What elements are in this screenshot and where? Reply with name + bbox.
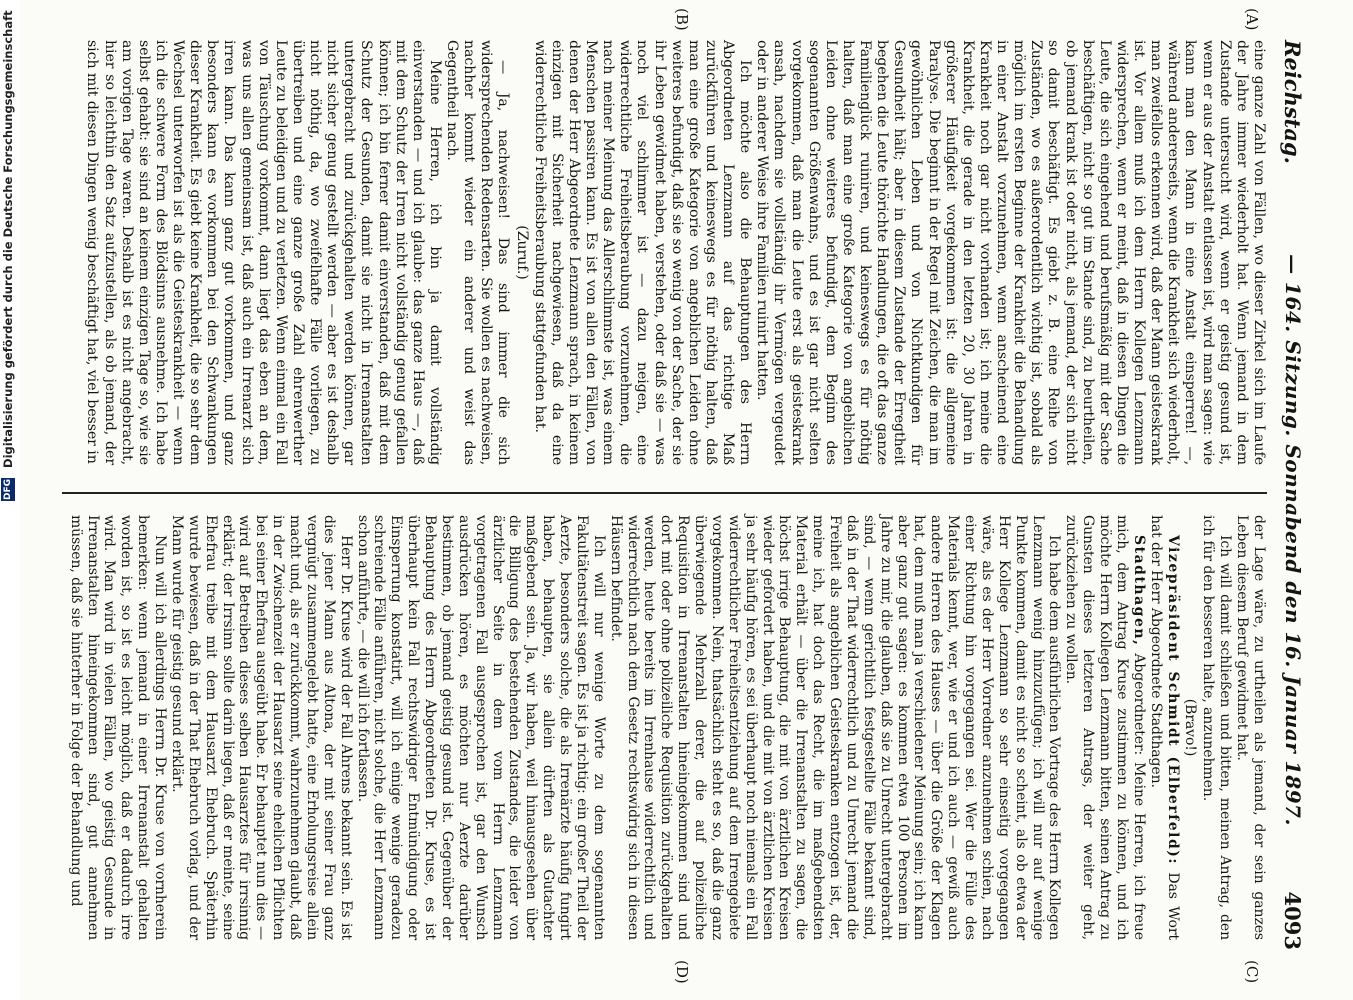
dfg-logo: DFG	[3, 478, 13, 500]
header-session-date: — 164. Sitzung. Sonnabend den 16. Januar 1897.	[1281, 254, 1305, 826]
body-paragraph: — Ja, nachweisen! Das sind immer die sich widersprechenden Redensarten. Sie wollen es nachweisen, nachher kommt wieder ein anderer und weist das Gegentheil nach.	[444, 40, 512, 465]
right-text-column	[67, 515, 1267, 940]
body-paragraph: Ich will damit schließen und bitten, meinen Antrag, den ich für den besseren halte, anzunehmen.	[1200, 515, 1234, 940]
margin-marker-b: (B)	[673, 8, 691, 31]
body-paragraph: Nun will ich allerdings Herrn Dr. Kruse von vornherein bemerken: wenn jemand in einer Irrenanstalt gehalten worden ist, so ist es leicht möglich, daß er dadurch irre wird. Man wird in vielen Fällen, wo geistig Gesunde in Irrenanstalten hineingekommen sind, gut annehmen müssen, daß sie hinterher in Folge der Behandlung und	[67, 515, 169, 940]
funding-text: Digitalisierung gefördert durch die Deutsche Forschungsgemeinschaft	[1, 10, 15, 468]
body-paragraph: eine ganze Zahl von Fällen, wo dieser Zirkel sich im Laufe der Jahre immer wiederholt hat. Wenn jemand in dem Zustande untersucht wird, wenn er geistig gesund ist, wenn er aus der Anstalt entlassen ist, wird man sagen: wie kann man den Mann in eine Anstalt einsperren! —, während andererseits, wenn die Krankheit sich wiederholt, man zweifellos erkennen wird, daß der Mann geisteskrank ist. Vor allem muß ich dem Herrn Kollegen Lenzmann widersprechen, wenn er meint, daß in diesen Dingen die Leute, die sich eingehend und berufsmäßig mit der Sache beschäftigen, nicht so gut im Stande sind, zu beurtheilen, ob jemand krank ist oder nicht, als jemand, der sich nicht so damit beschäftigt. Es giebt z. B. eine Reihe von Zuständen, wo es außerordentlich wichtig ist, sobald als möglich im ersten Beginne der Krankheit die Behandlung in einer Anstalt vorzunehmen, wenn anscheinend eine Krankheit noch gar nicht vorhanden ist; ich meine die Krankheit, die gerade in den letzten 20, 30 Jahren in größerer Häufigkeit vorgekommen ist: die allgemeine Paralyse. Die beginnt in der Regel mit Zeichen, die man im gewöhnlichen Leben und von Nichtkundigen für Gesundheit hält; aber in diesem Zustande der Erregtheit begehen die Leute thörichte Handlungen, die oft das ganze Familienglück ruiniren, und keineswegs es für nöthig halten, daß man eine große Kategorie von angeblichen Leiden ohne weiteres befundigt, dem Beginn des sogenannten Größenwahns, und es ist gar nicht selten vorgekommen, daß man die Leute erst als geisteskrank ansah, nachdem sie vollständig ihr Vermögen vergeudet oder in anderer Weise ihre Familien ruinirt hatten.	[754, 40, 1267, 465]
speaker-name: Stadthagen,	[1130, 535, 1147, 647]
page-header	[1279, 40, 1311, 950]
speech-text: Abgeordneter: Meine Herren, ich freue mich, dem Antrag Kruse zustimmen zu können, und ich möchte Herrn Kollegen Lenzmann bitten, seinen Antrag zu Gunsten dieses letzteren Antrags, der weiter geht, zurückziehen zu wollen.	[1063, 515, 1147, 940]
speaker-paragraph	[1063, 515, 1147, 940]
interjection: (Bravo!)	[1182, 698, 1199, 757]
body-paragraph: Ich will nur wenige Worte zu dem sogenannten Fakultätenstreit sagen. Es ist ja richtig: ein großer Theil der Aerzte, besonders solche, die als Irrenärzte häufig fungirt haben, behaupten, sie allein dürften als Gutachter maßgebend sein. Ja, wir haben, weil hinausgesehen über die Billigung des bestehenden Zustandes, die leider von ärztlicher Seite in dem vom Herrn Lenzmann vorgetragenen Fall ausgesprochen ist, gar den Wunsch ausdrücken hören, es möchten nur Aerzte darüber bestimmen, ob jemand geistig gesund ist. Gegenüber der Behauptung des Herrn Abgeordneten Dr. Kruse, es ist überhaupt kein Fall rechtswidriger Entmündigung oder Einsperrung konstatirt, will ich einige wenige geradezu schreiende Fälle anführen, nicht solche, die Herr Lenzmann schon anführte, — die will ich fortlassen.	[354, 515, 607, 940]
column-divider	[62, 492, 1267, 494]
speaker-name: Vizepräsident Schmidt (Elberfeld):	[1164, 535, 1181, 866]
margin-marker-d: (D)	[673, 960, 691, 984]
margin-marker-a: (A)	[1243, 8, 1261, 31]
funding-note	[1, 10, 19, 990]
body-paragraph: Herr Dr. Kruse wird der Fall Ahrens bekannt sein. Es ist dies jener Mann aus Altona, der mit seiner Frau ganz vergnügt zusammengelebt hatte, eine Erholungsreise allein macht und, als er zurückkommt, wahrzunehmen glaubt, daß in der Zwischenzeit der Hausarzt seine ehelichen Pflichten bei seiner Ehefrau ausgeübt habe. Er behauptet nun dies — wird auf Betreiben dieses selben Hausarztes für irrsinnig erklärt; der Irrsinn sollte darin liegen, daß er meinte, seine Ehefrau treibe mit dem Hausarzt Ehebruch. Späterhin wurde bewiesen, daß in der That Ehebruch vorlag, und der Mann wurde für geistig gesund erklärt.	[169, 515, 354, 940]
funding-footer	[0, 0, 20, 1000]
body-paragraph: Meine Herren, ich bin ja damit vollständig einverstanden — und ich glaube: das ganze Haus —, daß mit dem Schutz der Irren nicht vollständig genug gefallen können; ich bin ferner damit einverstanden, daß mit dem Schutz der Gesunden, damit sie nicht in Irrenanstalten untergebracht und zurückgehalten werden können, gar nicht sicher genug gestellt werden — aber es ist deshalb nicht nöthig, da, wo zweifelhafte Fälle vorliegen, zu übertreiben und eine ganze große Zahl ehrenwerther Leute zu beleidigen und zu verletzen. Wenn einmal ein Fall von Täuschung vorkommt, dann liegt das eben an dem, was uns allen gemeinsam ist, daß auch ein Irrenarzt sich irren kann. Das kann ganz gut vorkommen, und ganz besonders kann es vorkommen bei den Schwankungen dieser Krankheit. Es giebt keine Krankheit, die so sehr dem Wechsel unterworfen ist als die Geisteskrankheit — wenn ich die schwere Form des Blödsinns ausnehme. Ich habe selbst gehabt: sie sind an keinem einzigen Tage so, wie sie am vorigen Tage waren. Deshalb ist es nicht angebracht, hier so leichthin den Satz aufzustellen, als ob jemand, der sich mit diesen Dingen wenig beschäftigt hat, viel besser in	[84, 40, 443, 465]
body-paragraph: der Lage wäre, zu urtheilen als jemand, der sein ganzes Leben diesem Beruf gewidmet hat.	[1234, 515, 1267, 940]
speaker-paragraph	[1147, 515, 1181, 940]
page-number: 4093	[1280, 891, 1305, 950]
speech-text: Das Wort hat der Herr Abgeordnete Stadthagen.	[1147, 515, 1181, 940]
body-paragraph: Ich habe dem ausführlichen Vortrage des Herrn Kollegen Lenzmann wenig hinzuzufügen; ich will nur auf wenige Punkte kommen, damit es nicht so scheint, als ob etwa der Herr Kollege Lenzmann so sehr einseitig vorgegangen wäre, als es der Herr Vorredner anzunehmen schien, nach einer Richtung hin vorgegangen sei. Wer die Fülle des Materials kennt, wer, wie er und ich auch — gewiß auch andere Herren des Hauses — über die Größe der Klagen hat, dem muß man ja verschiedener Meinung sein; ich kann aber ganz gut sagen: es kommen etwa 100 Personen im Jahre zu mir, die glauben, daß sie zu Unrecht untergebracht sind, — wenn gerichtlich festgestellte Fälle bekannt sind, daß in der That widerrechtlich und zu Unrecht jemand die Freiheit als angeblichen Geisteskranken entzogen ist, der, meine ich, hat doch das Recht, die im maßgebendsten Material erhält — über die Irrenanstalten zu sagen, die höchst irrige Behauptung, die mit von ärztlichen Kreisen wieder gefordert haben, und die mit von ärztlichen Kreisen ja sehr häufig hören, es sei überhaupt noch niemals ein Fall widerrechtlicher Freiheitsentziehung auf dem Irrengebiete vorgekommen. Nein, thatsächlich steht es so, daß die ganz überwiegende Mehrzahl derer, die auf polizeiliche Requisition in Irrenanstalten hineingekommen sind und dort mit oder ohne polizeiliche Requisition zurückgehalten werden, heute bereits im Irrenhause widerrechtlich und widerrechtlich nach dem Gesetz rechtswidrig sich in diesen Häusern befindet.	[607, 515, 1063, 940]
header-publication: Reichstag.	[1280, 40, 1305, 164]
left-text-column	[83, 40, 1267, 465]
margin-marker-c: (C)	[1243, 960, 1261, 984]
interjection: (Zuruf.)	[513, 225, 530, 280]
body-paragraph: Ich möchte also die Behauptungen des Herrn Abgeordneten Lenzmann auf das richtige Maß zurückführen und keineswegs es für nöthig halten, daß man eine große Kategorie von angeblichen Leiden ohne weiteres befundigt, daß sie so wenig von der Sache, der sie ihr Leben gewidmet haben, verstehen, oder daß sie — was noch viel schlimmer ist — dazu neigen, eine widerrechtliche Freiheitsberaubung vorzunehmen, die nach meiner Meinung das Allerschlimmste ist, was einem Menschen passiren kann. Es ist von allen den Fällen, von denen der Herr Abgeordnete Lenzmann sprach, in keinem einzigen mit Sicherheit nachgewiesen, daß da eine widerrechtliche Freiheitsberaubung stattgefunden hat.	[531, 40, 754, 465]
